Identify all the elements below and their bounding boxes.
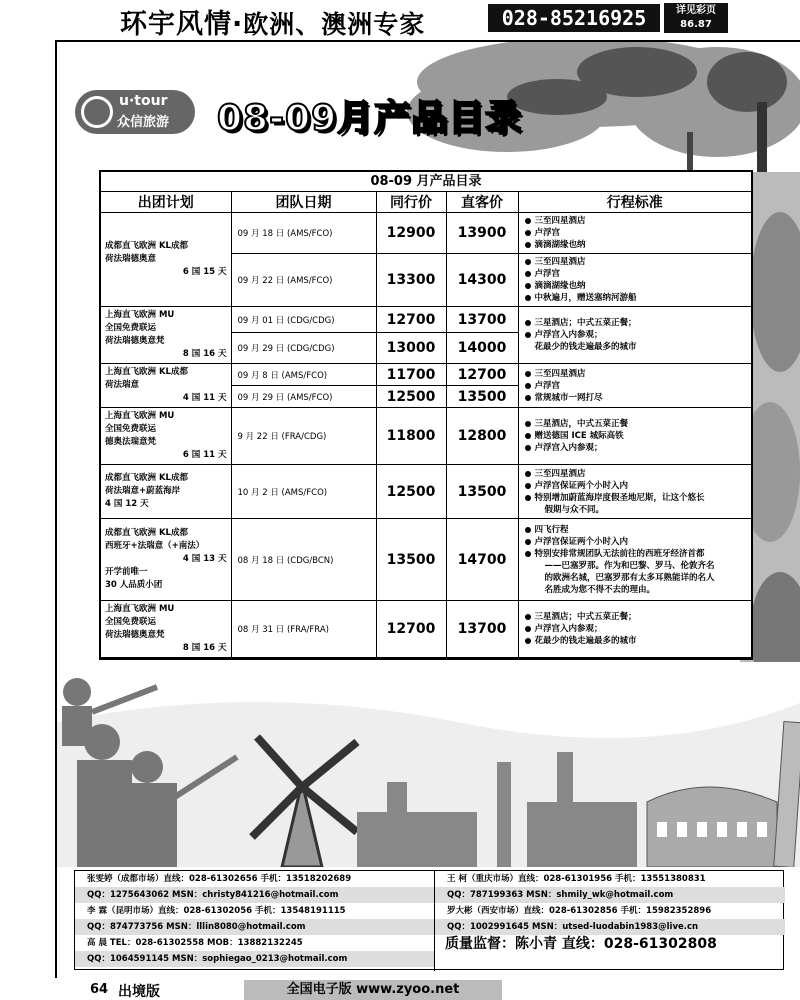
direct-price: 14000	[446, 333, 518, 364]
plan-days: 8 国 16 天	[182, 349, 227, 359]
plan-line: 西班牙+法瑞意（+南法）	[105, 541, 205, 551]
list-item: 卢浮宫	[523, 268, 748, 280]
peer-price: 12500	[376, 465, 446, 519]
list-item: 三星酒店；中式五菜正餐；	[523, 611, 748, 623]
date-cell: 09 月 8 日 (AMS/FCO)	[231, 364, 376, 386]
contact-line: 李 霖（昆明市场）直线：028-61302056 手机：13548191115	[87, 906, 346, 916]
detail-line-2: 86.87	[680, 19, 712, 30]
peer-price: 13000	[376, 333, 446, 364]
list-item: 卢浮宫入内参观；	[523, 623, 748, 635]
plan-line: 荷法瑞德奥意	[105, 254, 157, 264]
list-item: 三至四星酒店	[523, 368, 748, 380]
contact-line: 王 柯（重庆市场）直线：028-61301956 手机：13551380831	[447, 874, 706, 884]
table-title: 08-09 月产品目录	[101, 172, 751, 192]
direct-price: 12800	[446, 408, 518, 465]
contact-line: QQ：1002991645 MSN：utsed-luodabin1983@live.cn	[435, 919, 785, 935]
product-grid	[101, 192, 751, 658]
peer-price: 12900	[376, 213, 446, 254]
plan-line: 德奥法瑞意梵	[105, 437, 157, 447]
table-row	[101, 307, 751, 333]
direct-price: 13500	[446, 386, 518, 408]
list-item: 四飞行程	[523, 524, 748, 536]
plan-line: 开学前唯一	[105, 567, 148, 577]
plan-line: 荷法瑞德奥意梵	[105, 630, 165, 640]
plan-cell	[101, 364, 231, 408]
contact-line: QQ：787199363 MSN：shmily_wk@hotmail.com	[435, 887, 785, 903]
plan-cell	[101, 213, 231, 307]
list-item: 三至四星酒店	[523, 468, 748, 480]
plan-line: 上海直飞欧洲 KL成都	[105, 367, 188, 377]
list-item: 假期与众不同。	[544, 504, 605, 515]
peer-price: 13500	[376, 519, 446, 601]
plan-line: 30 人品质小团	[105, 580, 163, 590]
plan-days: 4 国 13 天	[182, 554, 227, 564]
plan-days: 8 国 16 天	[182, 643, 227, 653]
standard-cell	[518, 307, 751, 364]
logo-mark-icon	[81, 96, 113, 128]
col-direct-price: 直客价	[446, 192, 518, 213]
list-item: 三星酒店，中式五菜正餐	[523, 418, 748, 430]
list-item: 滴滴湖缘也纳	[523, 239, 748, 251]
standard-cell	[518, 519, 751, 601]
direct-price: 14700	[446, 519, 518, 601]
col-plan: 出团计划	[101, 192, 231, 213]
standard-cell	[518, 254, 751, 307]
plan-cell	[101, 408, 231, 465]
contact-left	[75, 871, 435, 971]
col-date: 团队日期	[231, 192, 376, 213]
brand-slogan: 欧洲、澳洲专家	[243, 10, 426, 39]
date-cell: 09 月 29 日 (CDG/CDG)	[231, 333, 376, 364]
plan-line: 上海直飞欧洲 MU	[105, 411, 175, 421]
list-item: 常规城市一网打尽	[523, 392, 748, 404]
table-row	[101, 601, 751, 658]
date-cell: 08 月 18 日 (CDG/BCN)	[231, 519, 376, 601]
main-frame	[55, 40, 800, 978]
standard-cell	[518, 465, 751, 519]
direct-price: 12700	[446, 364, 518, 386]
list-item: 赠送德国 ICE 城际高铁	[523, 430, 748, 442]
list-item: ——巴塞罗那。作为和巴黎、罗马、伦敦齐名	[544, 560, 715, 571]
detail-line-1: 详见彩页	[676, 5, 716, 16]
direct-price: 13500	[446, 465, 518, 519]
header-phone: 028-85216925	[488, 4, 660, 32]
standard-cell	[518, 213, 751, 254]
plan-line: 荷法瑞意+蔚蓝海岸	[105, 486, 181, 496]
list-item: 滴滴湖缘也纳	[523, 280, 748, 292]
list-item: 特别增加蔚蓝海岸度假圣地尼斯，让这个悠长	[523, 492, 748, 504]
header-title	[120, 2, 425, 41]
direct-price: 13700	[446, 601, 518, 658]
date-cell: 09 月 22 日 (AMS/FCO)	[231, 254, 376, 307]
date-cell: 09 月 01 日 (CDG/CDG)	[231, 307, 376, 333]
plan-line: 成都直飞欧洲 KL成都	[105, 241, 188, 251]
contact-line: 张雯婷（成都市场）直线：028-61302656 手机：13518202689	[87, 874, 352, 884]
page-footer	[0, 980, 800, 1000]
direct-price: 13900	[446, 213, 518, 254]
section-name: 出境版	[118, 984, 160, 1000]
plan-days: 6 国 15 天	[182, 267, 227, 277]
peer-price: 13300	[376, 254, 446, 307]
standard-cell	[518, 601, 751, 658]
table-row	[101, 213, 751, 254]
list-item: 三至四星酒店	[523, 215, 748, 227]
table-row	[101, 364, 751, 386]
list-item: 中秋遍月，赠送塞纳河游船	[523, 292, 748, 304]
contact-line: QQ：1275643062 MSN：christy841216@hotmail.com	[75, 887, 434, 903]
plan-line: 全国免费联运	[105, 323, 157, 333]
date-cell: 9 月 22 日 (FRA/CDG)	[231, 408, 376, 465]
col-peer-price: 同行价	[376, 192, 446, 213]
logo-chinese: 众信旅游	[117, 115, 170, 130]
plan-line: 成都直飞欧洲 KL成都	[105, 473, 188, 483]
table-row	[101, 519, 751, 601]
plan-line: 全国免费联运	[105, 617, 157, 627]
list-item: 卢浮宫保证两个小时入内	[523, 480, 748, 492]
list-item: 卢浮宫入内参观；	[523, 329, 748, 341]
list-item: 特别安排常规团队无法前往的西班牙经济首都	[523, 548, 748, 560]
plan-cell	[101, 307, 231, 364]
travel-scenery-illustration	[57, 662, 800, 867]
peer-price: 12700	[376, 307, 446, 333]
detail-badge	[664, 3, 728, 33]
e-version-banner: 全国电子版 www.zyoo.net	[244, 980, 502, 1000]
list-item: 花最少的钱走遍最多的城市	[523, 635, 748, 647]
date-cell: 09 月 29 日 (AMS/FCO)	[231, 386, 376, 408]
list-item: 卢浮宫保证两个小时入内	[523, 536, 748, 548]
plan-cell	[101, 465, 231, 519]
direct-price: 14300	[446, 254, 518, 307]
contact-panel	[74, 870, 784, 970]
quality-supervisor: 质量监督：陈小青 直线：028-61302808	[445, 936, 717, 952]
peer-price: 11800	[376, 408, 446, 465]
date-cell: 10 月 2 日 (AMS/FCO)	[231, 465, 376, 519]
list-item: 三星酒店；中式五菜正餐；	[523, 317, 748, 329]
peer-price: 12500	[376, 386, 446, 408]
plan-line: 上海直飞欧洲 MU	[105, 310, 175, 320]
contact-line: QQ：1064591145 MSN：sophiegao_0213@hotmail.com	[75, 951, 434, 967]
plan-line: 上海直飞欧洲 MU	[105, 604, 175, 614]
list-item: 花最少的钱走遍最多的城市	[534, 342, 637, 352]
list-item: 的欧洲名城，巴塞罗那有太多耳熟能详的名人	[544, 572, 715, 583]
standard-cell	[518, 408, 751, 465]
list-item: 卢浮宫	[523, 380, 748, 392]
list-item: 三至四星酒店	[523, 256, 748, 268]
logo-latin: u·tour	[119, 93, 168, 109]
plan-line: 荷法瑞意	[105, 380, 140, 390]
contact-line: 罗大彬（西安市场）直线：028-61302856 手机：15982352896	[447, 906, 712, 916]
plan-line: 成都直飞欧洲 KL成都	[105, 528, 188, 538]
table-row	[101, 465, 751, 519]
plan-days: 4 国 11 天	[182, 393, 227, 403]
brand-name: 环宇风情·	[120, 9, 244, 40]
plan-cell	[101, 519, 231, 601]
product-table	[99, 170, 753, 660]
peer-price: 12700	[376, 601, 446, 658]
page-number: 64	[90, 982, 109, 997]
plan-days: 6 国 11 天	[182, 450, 227, 460]
col-standard: 行程标准	[518, 192, 751, 213]
direct-price: 13700	[446, 307, 518, 333]
top-header	[0, 0, 800, 40]
table-row	[101, 408, 751, 465]
peer-price: 11700	[376, 364, 446, 386]
utour-logo	[75, 90, 195, 134]
page-headline: 08-09月产品目录	[217, 98, 523, 139]
list-item: 卢浮宫入内参观；	[523, 442, 748, 454]
date-cell: 09 月 18 日 (AMS/FCO)	[231, 213, 376, 254]
contact-line: 高 晨 TEL：028-61302558 MOB：13882132245	[87, 938, 303, 948]
date-cell: 08 月 31 日 (FRA/FRA)	[231, 601, 376, 658]
contact-right	[435, 871, 785, 971]
left-margin	[0, 40, 55, 978]
plan-days: 4 国 12 天	[105, 499, 149, 509]
plan-line: 荷法瑞德奥意梵	[105, 336, 165, 346]
plan-cell	[101, 601, 231, 658]
list-item: 名胜成为您不得不去的理由。	[544, 584, 656, 595]
list-item: 卢浮宫	[523, 227, 748, 239]
contact-line: QQ：874773756 MSN：lllin8080@hotmail.com	[75, 919, 434, 935]
standard-cell	[518, 364, 751, 408]
plan-line: 全国免费联运	[105, 424, 157, 434]
